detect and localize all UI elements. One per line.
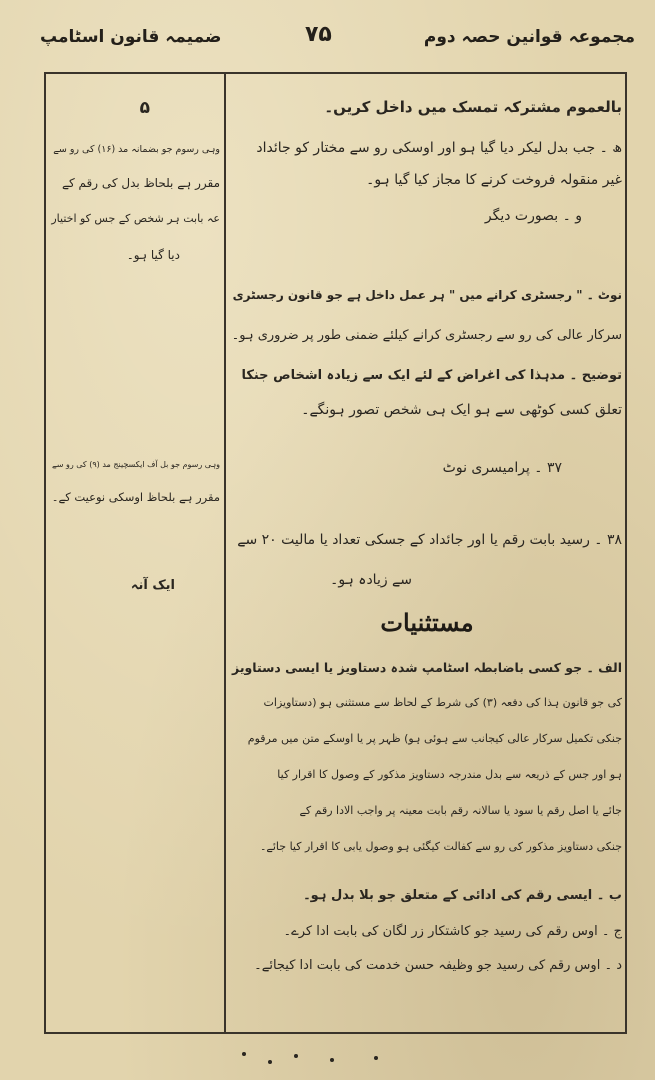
duty-line: مقرر ہے بلحاظ اوسکی نوعیت کے۔	[51, 490, 220, 504]
ink-speck	[242, 1052, 246, 1056]
text-line: ہو اور جس کے ذریعہ سے بدل مندرجہ دستاویز مذکور کے وصول کا اقرار کیا	[277, 768, 622, 781]
duty-line: مقرر ہے بلحاظ بدل کی رقم کے	[61, 176, 220, 190]
main-column	[232, 92, 622, 1022]
text-line: غیر منقولہ فروخت کرنے کا مجاز کیا گیا ہو۔	[366, 172, 622, 188]
duty-amount: ایک آنہ	[130, 578, 175, 593]
text-line: سے زیادہ ہو۔	[330, 572, 412, 588]
text-line: جائے یا اصل رقم یا سود یا سالانہ رقم بابت معینہ پر واجب الادا رقم کے	[299, 804, 622, 817]
note-line: نوٹ ۔ " رجسٹری کرانے میں " ہر عمل داخل ہے جو قانون رجسٹری	[232, 288, 622, 302]
exemption-line: ب ۔ ایسی رقم کی ادائی کے متعلق جو بلا بدل ہو۔	[303, 888, 622, 903]
text-line: کی جو قانون ہذا کی دفعہ (۳) کی شرط کے لحاظ سے مستثنی ہو (دستاویزات	[263, 696, 622, 709]
text-line: جنکی دستاویز مذکور کی رو سے کفالت کیگئی ہو وصول یابی کا اقرار کیا جائے۔	[259, 840, 622, 853]
ink-speck	[374, 1056, 378, 1060]
column-divider	[224, 72, 226, 1034]
duty-line: وہی رسوم جو بل آف ایکسچینج مد (۹) کی رو سے	[52, 460, 220, 469]
duty-column	[50, 92, 220, 1022]
page-number: ۷۵	[305, 22, 332, 47]
running-title-right: مجموعہ قوانین حصہ دوم	[423, 27, 635, 47]
ink-speck	[294, 1054, 298, 1058]
clause-line: ھ ۔ جب بدل لیکر دیا گیا ہو اور اوسکی رو سے مختار کو جائداد	[256, 140, 622, 156]
running-title-left: ضمیمہ قانون اسٹامپ	[40, 27, 222, 47]
text-line: تعلق کسی کوٹھی سے ہو ایک ہی شخص تصور ہونگے۔	[301, 402, 622, 418]
duty-amount: ۵	[139, 98, 150, 118]
exemption-line: د ۔ اوس رقم کی رسید جو وظیفہ حسن خدمت کی بابت ادا کیجائے۔	[254, 958, 622, 973]
bottom-specks	[0, 1040, 655, 1080]
text-line: جنکی تکمیل سرکار عالی کیجانب سے ہوئی ہو) ظہر پر یا اوسکے متن میں مرقوم	[247, 732, 622, 745]
exemption-line: الف ۔ جو کسی باضابطہ اسٹامپ شدہ دستاویز یا ایسی دستاویز	[232, 660, 622, 675]
clause-line: و ۔ بصورت دیگر	[484, 208, 582, 224]
ink-speck	[330, 1058, 334, 1062]
article-line: ۳۸ ۔ رسید بابت رقم یا اور جائداد کے جسکی تعداد یا مالیت ۲۰ سے	[237, 532, 622, 548]
text-line: سرکار عالی کی رو سے رجسٹری کرانے کیلئے ضمنی طور پر ضروری ہو۔	[231, 328, 622, 343]
ink-speck	[268, 1060, 272, 1064]
article-line: ۳۷ ۔ پرامیسری نوٹ	[442, 460, 562, 476]
duty-line: وہی رسوم جو بضمانہ مد (۱۶) کی رو سے	[53, 144, 220, 155]
exemptions-heading: مستثنیات	[380, 608, 474, 637]
duty-line: عہ بابت ہر شخص کے جس کو اختیار	[51, 212, 220, 225]
text-line: بالعموم مشترکہ تمسک میں داخل کریں۔	[324, 98, 622, 116]
page-header	[0, 0, 655, 70]
duty-line: دیا گیا ہو۔	[126, 248, 180, 262]
exemption-line: ج ۔ اوس رقم کی رسید جو کاشتکار زر لگان کی بابت ادا کرے۔	[283, 924, 622, 939]
explanation-line: توضیح ۔ مدہذا کی اغراض کے لئے ایک سے زیادہ اشخاص جنکا	[241, 368, 622, 383]
